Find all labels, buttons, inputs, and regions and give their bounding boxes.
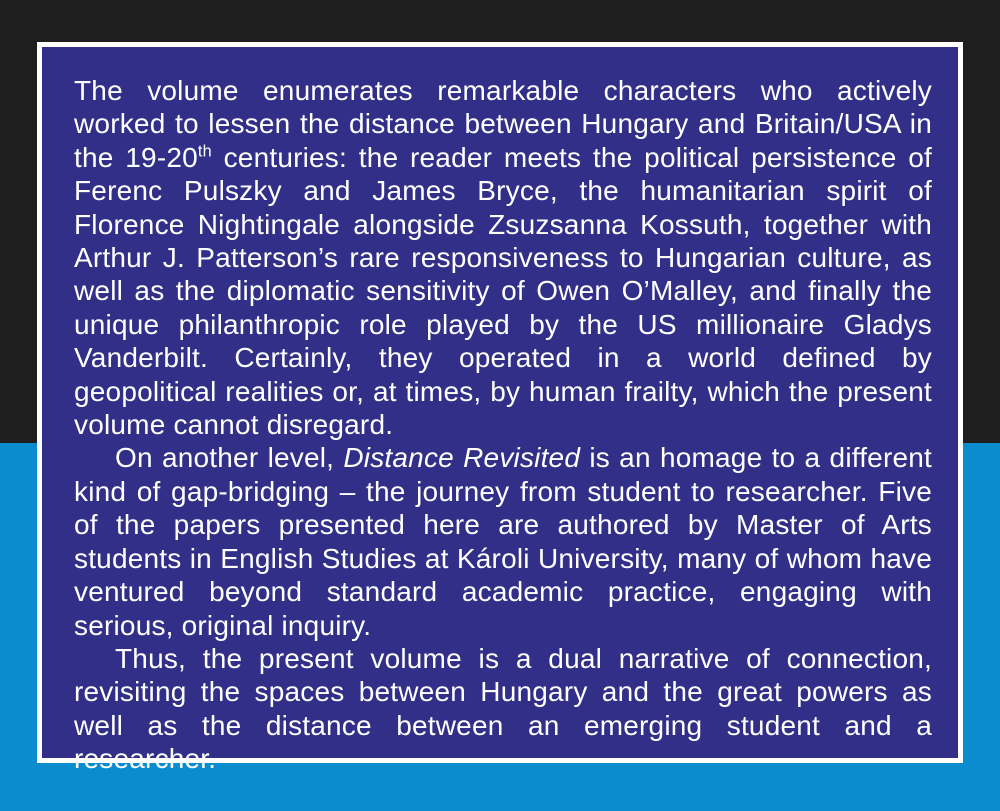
text-segment: is an homage to a different kind of gap-bridging – the journey from student to researcher. Five of the papers presented here are authored by Master of Arts students in English Studies at Károli University, many of whom have ventured beyond standard academic practice, engaging with serious, original inquiry.: [74, 442, 933, 641]
italic-book-title: Distance Revisited: [343, 442, 581, 474]
blurb-paragraph: [74, 642, 932, 776]
blurb-paragraph: [74, 74, 932, 441]
ordinal-superscript: th: [197, 142, 212, 161]
text-segment: The volume enumerates remarkable characters who actively worked to lessen the distance between Hungary and Britain/USA in the 19-20: [74, 75, 932, 173]
blurb-paragraph: [74, 441, 932, 641]
text-segment: Thus, the present volume is a dual narrative of connection, revisiting the spaces between Hungary and the great powers as well as the distance between an emerging student and a researcher.: [74, 642, 932, 775]
blurb-text: [74, 74, 932, 776]
text-segment: centuries: the reader meets the political persistence of Ferenc Pulszky and James Bryce, the humanitarian spirit of Florence Nightingale alongside Zsuzsanna Kossuth, together with Arthur J. Patterson’s rare responsiveness to Hungarian culture, as well as the diplomatic sensitivity of Owen O’Malley, and finally the unique philanthropic role played by the US millionaire Gladys Vanderbilt. Certainly, they operated in a world defined by geopolitical realities or, at times, by human frailty, which the present volume cannot disregard.: [74, 141, 932, 441]
blurb-panel: [37, 42, 963, 775]
text-segment: On another level,: [115, 442, 344, 474]
